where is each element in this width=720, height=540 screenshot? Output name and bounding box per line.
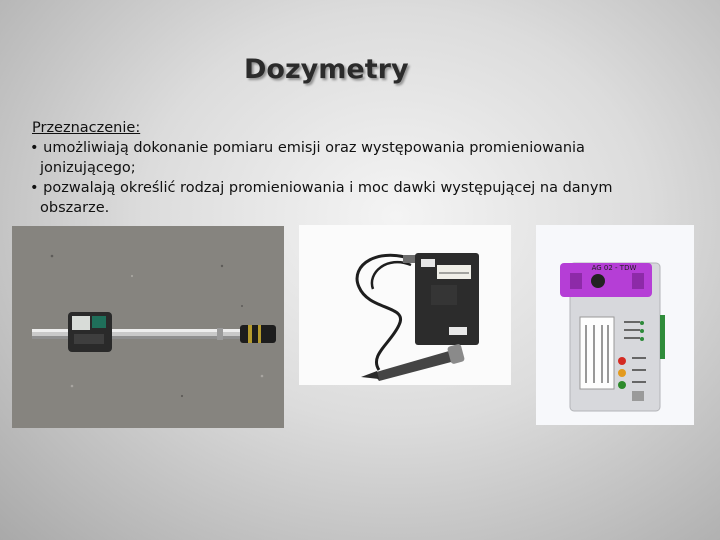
- slide-title: Dozymetry: [244, 54, 409, 85]
- ag02-tdw-dosimeter-photo: [536, 225, 694, 425]
- device-label: AG 02 - TDW: [591, 264, 637, 272]
- purpose-heading: Przeznaczenie:: [32, 120, 141, 136]
- rod-dosimeter-photo: [12, 226, 284, 428]
- bullet-item: • umożliwiają dokonanie pomiaru emisji oraz występowania promieniowania jonizującego;: [30, 140, 585, 176]
- bullet-item: • pozwalają określić rodzaj promieniowania i moc dawki występującej na danym obszarze.: [30, 180, 613, 216]
- slide-content: [30, 118, 630, 218]
- handheld-meter-with-probe-photo: [299, 225, 511, 385]
